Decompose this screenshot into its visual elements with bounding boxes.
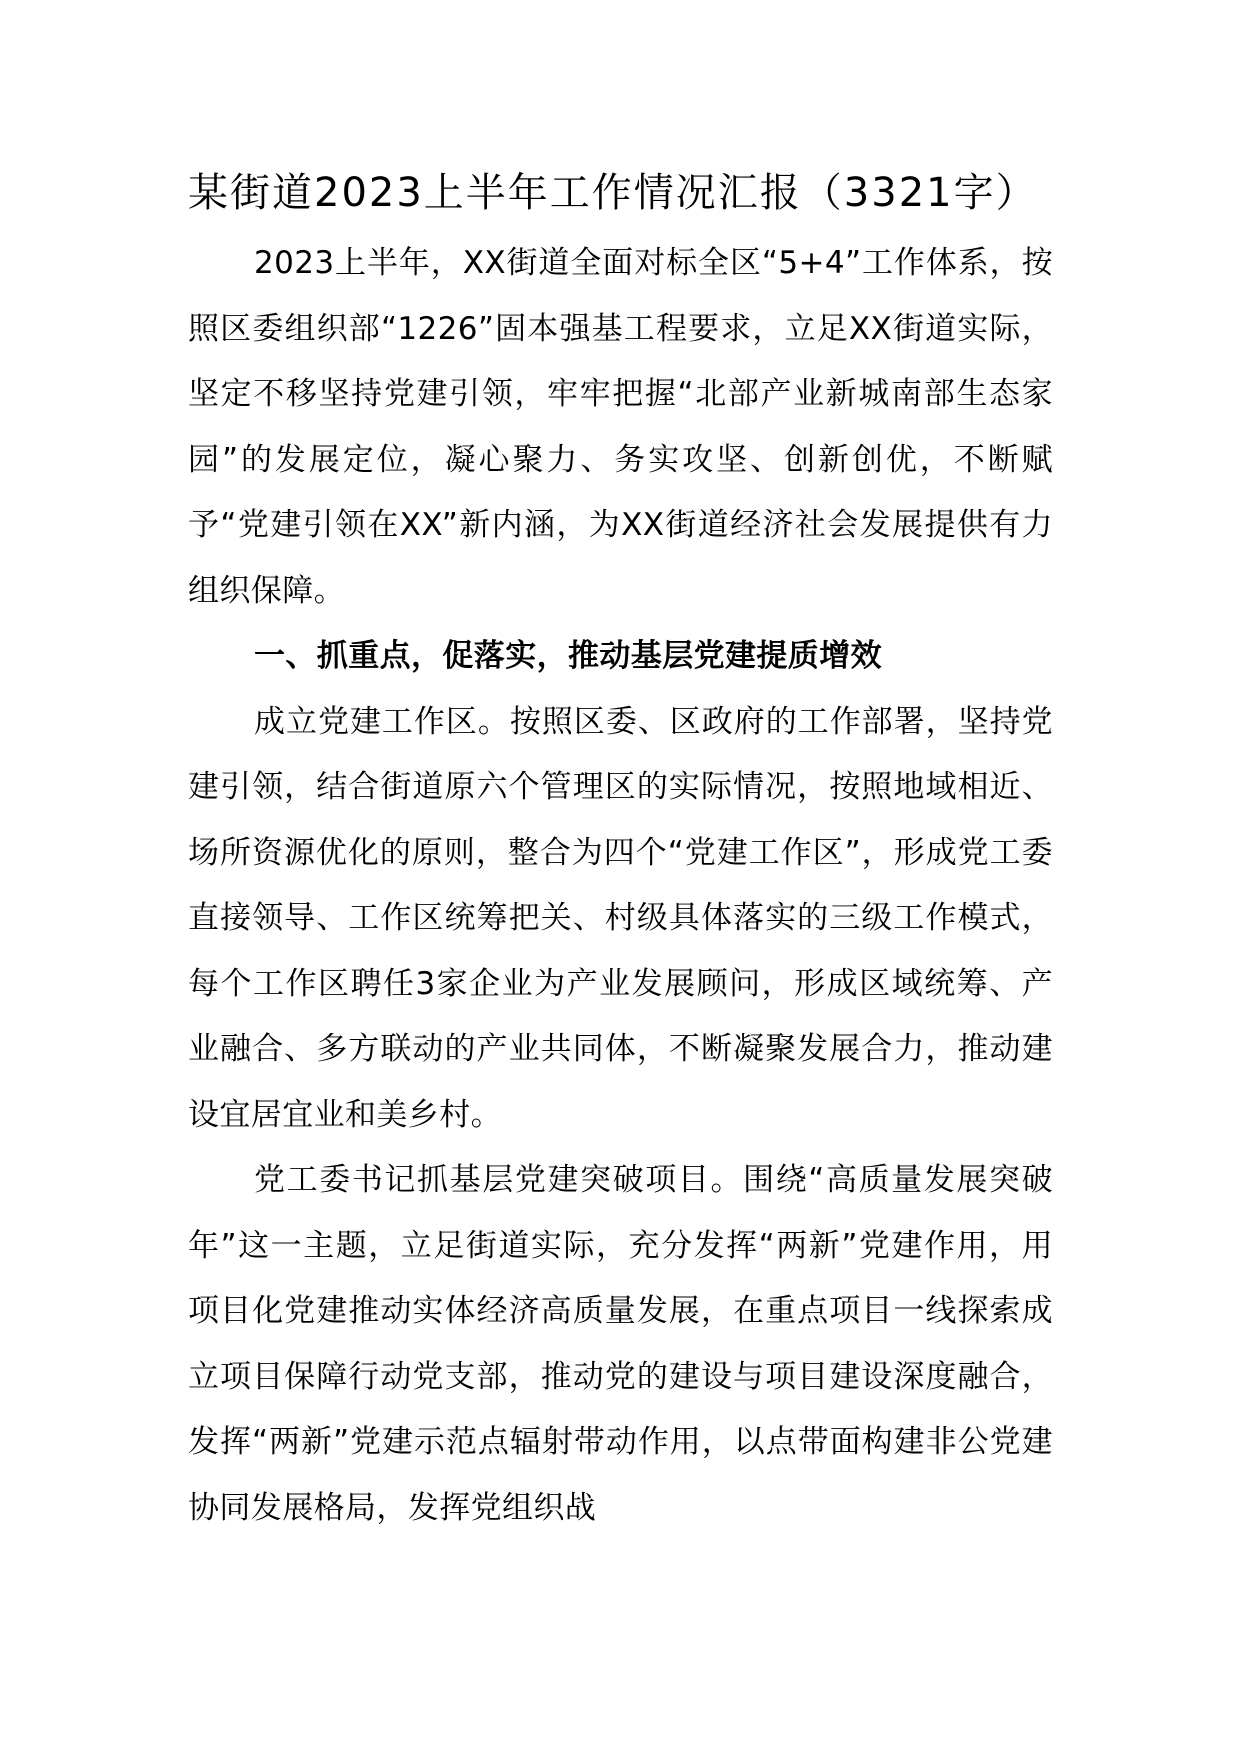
document-title: 某街道2023上半年工作情况汇报（3321字） — [188, 170, 1038, 216]
body-paragraph-party-work-zone: 成立党建工作区。按照区委、区政府的工作部署，坚持党建引领，结合街道原六个管理区的实际情况，按照地域相近、场所资源优化的原则，整合为四个“党建工作区”，形成党工委直接领导、工作区统筹把关、村级具体落实的三级工作模式，每个工作区聘任3家企业为产业发展顾问，形成区域统筹、产业融合、多方联动的产业共同体，不断凝聚发展合力，推动建设宜居宜业和美乡村。 — [188, 703, 1053, 1133]
body-paragraph-breakthrough-project: 党工委书记抓基层党建突破项目。围绕“高质量发展突破年”这一主题，立足街道实际，充分发挥“两新”党建作用，用项目化党建推动实体经济高质量发展，在重点项目一线探索成立项目保障行动党支部，推动党的建设与项目建设深度融合，发挥“两新”党建示范点辐射带动作用，以点带面构建非公党建协同发展格局，发挥党组织战 — [188, 1162, 1053, 1526]
intro-paragraph: 2023上半年，XX街道全面对标全区“5+4”工作体系，按照区委组织部“1226”固本强基工程要求，立足XX街道实际，坚定不移坚持党建引领，牢牢把握“北部产业新城南部生态家园”的发展定位，凝心聚力、务实攻坚、创新创优，不断赋予“党建引领在XX”新内涵，为XX街道经济社会发展提供有力组织保障。 — [188, 245, 1053, 609]
section-heading-1: 一、抓重点，促落实，推动基层党建提质增效 — [254, 638, 882, 674]
document-body — [188, 165, 1053, 1541]
